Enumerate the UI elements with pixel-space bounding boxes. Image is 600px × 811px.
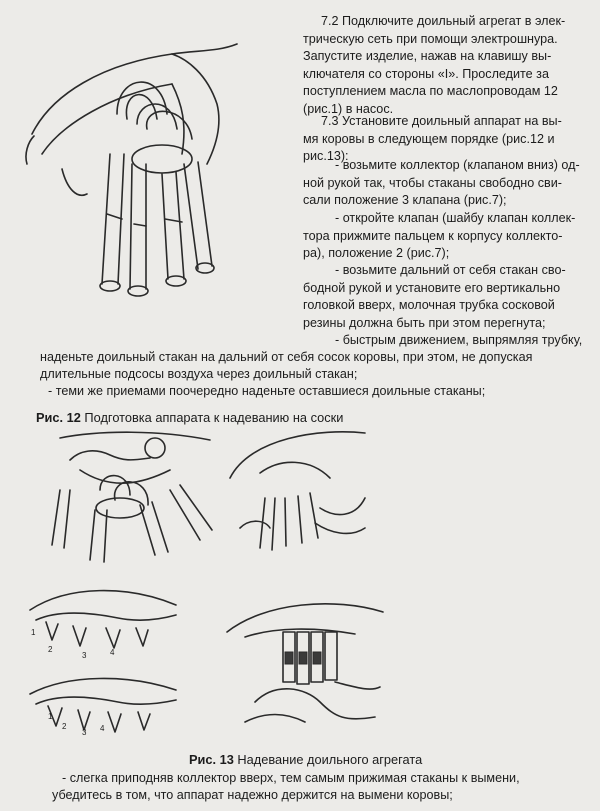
text-line: ключателя со стороны «I». Проследите за bbox=[303, 66, 549, 81]
marker-2b: 2 bbox=[62, 722, 67, 731]
fig12-left-illustration bbox=[40, 430, 220, 570]
text-line: головкой вверх, молочная трубка сосковой bbox=[303, 298, 555, 312]
text-line: ра), положение 2 (рис.7); bbox=[303, 246, 450, 260]
fig13-caption bbox=[189, 752, 422, 767]
step-2 bbox=[303, 210, 575, 263]
closing-line-2: убедитесь в том, что аппарат надежно держится на вымени коровы; bbox=[52, 788, 453, 802]
text-line: тора прижмите пальцем к корпусу коллекто- bbox=[303, 228, 563, 243]
text-line: сали положение 3 клапана (рис.7); bbox=[303, 193, 507, 207]
step-1 bbox=[303, 157, 580, 210]
step-3 bbox=[303, 262, 566, 332]
marker-4: 4 bbox=[110, 648, 115, 657]
marker-3b: 3 bbox=[82, 728, 87, 737]
text-line: мя коровы в следующем порядке (рис.12 и bbox=[303, 131, 555, 146]
text-line: - возьмите коллектор (клапаном вниз) од- bbox=[335, 158, 580, 172]
step-4-line-1: - быстрым движением, выпрямляя трубку, bbox=[335, 333, 583, 347]
marker-2: 2 bbox=[48, 645, 53, 654]
text-line: - возьмите дальний от себя стакан сво- bbox=[335, 263, 566, 277]
text-line: бодной рукой и установите его вертикально bbox=[303, 280, 561, 295]
text-line: резины должна быть при этом перегнута; bbox=[303, 315, 546, 330]
text-line: рис.13): bbox=[303, 149, 349, 163]
marker-1b: 1 bbox=[48, 712, 53, 721]
text-line: (рис.1) в насос. bbox=[303, 101, 394, 116]
text-line: 7.2 Подключите доильный агрегат в элек- bbox=[321, 14, 566, 28]
marker-1: 1 bbox=[31, 628, 36, 637]
text-line: ной рукой так, чтобы стаканы свободно сви- bbox=[303, 175, 562, 190]
fig13-label: Рис. 13 bbox=[189, 752, 234, 767]
fig12-right-illustration bbox=[220, 428, 370, 558]
fig13-hands-illustration bbox=[225, 592, 385, 742]
step-4-line-4: - теми же приемами поочередно наденьте оставшиеся доильные стаканы; bbox=[48, 384, 486, 398]
marker-3: 3 bbox=[82, 651, 87, 660]
fig12-text: Подготовка аппарата к надеванию на соски bbox=[80, 410, 344, 425]
fig12-label: Рис. 12 bbox=[36, 410, 81, 425]
text-line: - откройте клапан (шайбу клапан коллек- bbox=[335, 211, 576, 225]
text-line: трическую сеть при помощи электрошнура. bbox=[303, 31, 558, 46]
marker-4b: 4 bbox=[100, 724, 105, 733]
fig13-text: Надевание доильного агрегата bbox=[233, 752, 423, 767]
fig12-caption bbox=[36, 410, 343, 425]
hand-holding-milking-unit-illustration bbox=[22, 14, 272, 314]
step-4-line-3: длительные подсосы воздуха через доильный стакан; bbox=[40, 367, 358, 381]
text-line: Запустите изделие, нажав на клавишу вы- bbox=[303, 49, 552, 63]
text-line: поступлением масла по маслопроводам 12 bbox=[303, 84, 558, 98]
step-4-line-2: наденьте доильный стакан на дальний от себя сосок коровы, при этом, не допуская bbox=[40, 350, 533, 364]
text-line: 7.3 Установите доильный аппарат на вы- bbox=[321, 114, 562, 128]
section-7-2 bbox=[303, 13, 565, 118]
closing-line-1: - слегка приподняв коллектор вверх, тем самым прижимая стаканы к вымени, bbox=[62, 771, 520, 785]
